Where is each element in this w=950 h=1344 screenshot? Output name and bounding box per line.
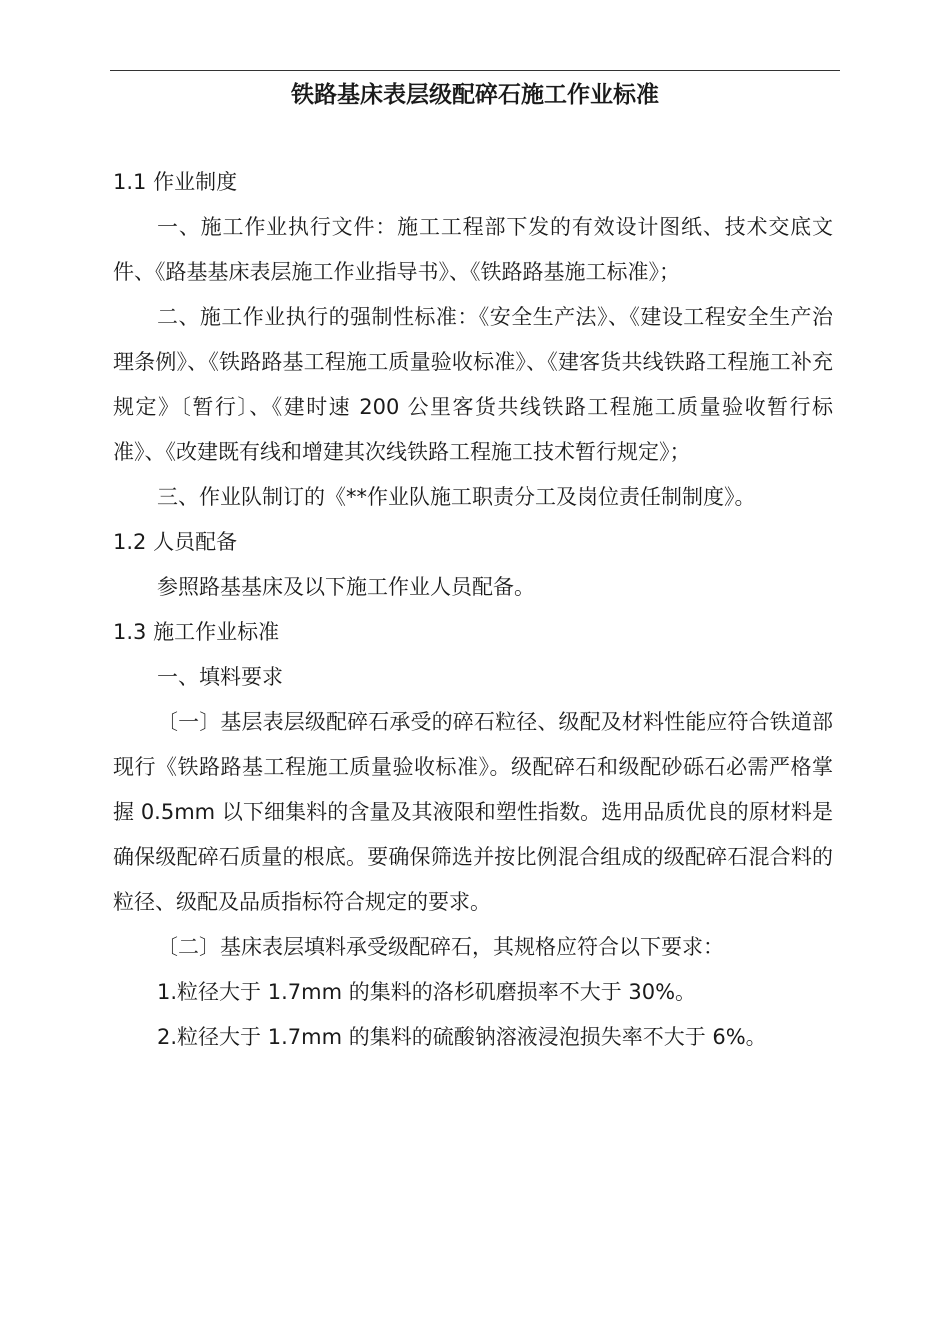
paragraph: 参照路基基床及以下施工作业人员配备。 bbox=[157, 575, 535, 599]
subsection-heading: 一、填料要求 bbox=[157, 665, 283, 689]
section-heading: 1.3 施工作业标准 bbox=[113, 620, 280, 644]
document-body bbox=[113, 160, 833, 1060]
list-item: 1.粒径大于 1.7mm 的集料的洛杉矶磨损率不大于 30%。 bbox=[157, 980, 697, 1004]
header-rule bbox=[110, 70, 840, 71]
paragraph: 二、施工作业执行的强制性标准：《安全生产法》、《建设工程安全生产治理条例》、《铁路路基工程施工质量验收标准》、《建客货共线铁路工程施工补充规定》〔暂行〕、《建时速 200 公里客货共线铁路工程施工质量验收暂行标准》、《改建既有线和增建其次线铁路工程施工技术暂行规定》； bbox=[113, 305, 833, 464]
paragraph: 〔二〕基床表层填料承受级配碎石，其规格应符合以下要求： bbox=[157, 935, 724, 959]
section-heading: 1.1 作业制度 bbox=[113, 170, 238, 194]
list-item: 2.粒径大于 1.7mm 的集料的硫酸钠溶液浸泡损失率不大于 6%。 bbox=[157, 1025, 767, 1049]
section-heading: 1.2 人员配备 bbox=[113, 530, 238, 554]
paragraph: 一、施工作业执行文件：施工工程部下发的有效设计图纸、技术交底文件、《路基基床表层施工作业指导书》、《铁路路基施工标准》； bbox=[113, 215, 833, 284]
paragraph: 〔一〕基层表层级配碎石承受的碎石粒径、级配及材料性能应符合铁道部现行《铁路路基工程施工质量验收标准》。级配碎石和级配砂砾石必需严格掌握 0.5mm 以下细集料的含量及其液限和塑性指数。选用品质优良的原材料是确保级配碎石质量的根底。要确保筛选并按比例混合组成的级配碎石混合料的粒径、级配及品质指标符合规定的要求。 bbox=[113, 710, 833, 914]
paragraph: 三、作业队制订的《**作业队施工职责分工及岗位责任制制度》。 bbox=[157, 485, 756, 509]
document-title: 铁路基床表层级配碎石施工作业标准 bbox=[291, 82, 659, 108]
